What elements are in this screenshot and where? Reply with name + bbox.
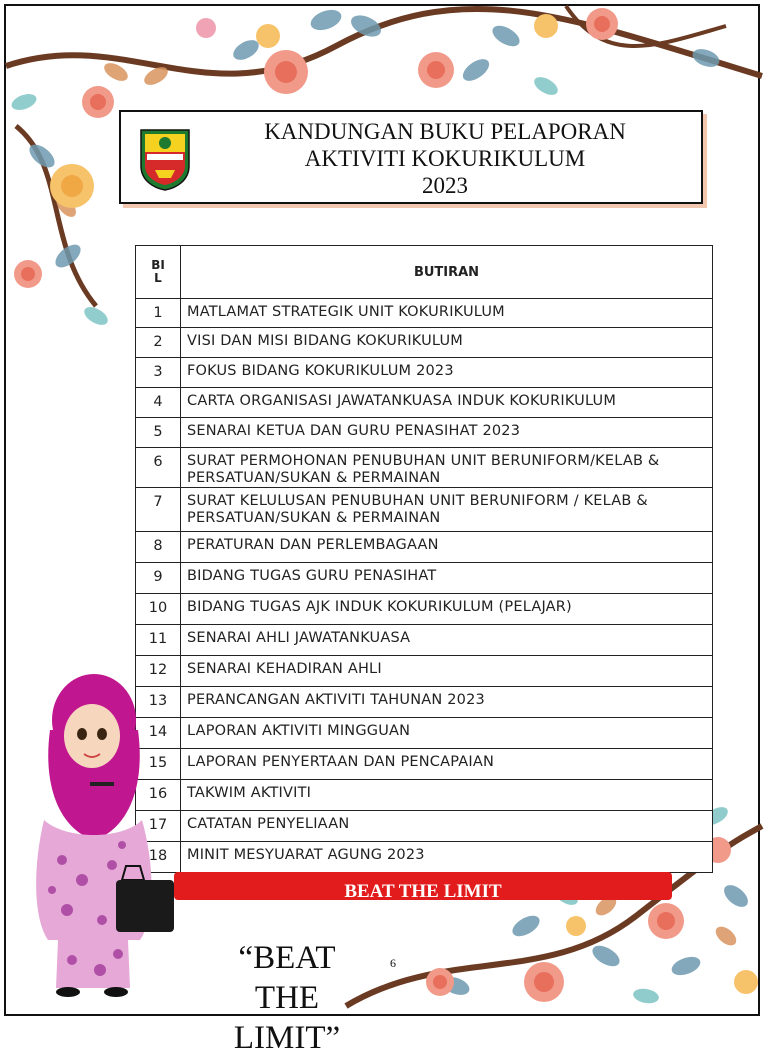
page-title [199, 118, 691, 199]
table-row [136, 656, 713, 687]
row-item: LAPORAN AKTIVITI MINGGUAN [181, 718, 713, 749]
contents-body [136, 299, 713, 873]
title-box [119, 110, 703, 204]
title-line-3: 2023 [422, 173, 468, 198]
table-row [136, 299, 713, 328]
table-row [136, 328, 713, 358]
page-number: 6 [390, 956, 396, 970]
row-number: 4 [136, 388, 181, 418]
table-row [136, 418, 713, 448]
row-number: 13 [136, 687, 181, 718]
row-number: 5 [136, 418, 181, 448]
row-item: FOKUS BIDANG KOKURIKULUM 2023 [181, 358, 713, 388]
row-item: PERATURAN DAN PERLEMBAGAAN [181, 532, 713, 563]
table-row [136, 687, 713, 718]
column-header-butiran: BUTIRAN [181, 246, 713, 299]
row-item: MATLAMAT STRATEGIK UNIT KOKURIKULUM [181, 299, 713, 328]
table-row [136, 388, 713, 418]
title-line-1: KANDUNGAN BUKU PELAPORAN [264, 119, 626, 144]
row-number: 11 [136, 625, 181, 656]
row-number: 17 [136, 811, 181, 842]
table-row [136, 842, 713, 873]
row-number: 18 [136, 842, 181, 873]
table-row [136, 532, 713, 563]
row-number: 14 [136, 718, 181, 749]
row-item: SENARAI KEHADIRAN AHLI [181, 656, 713, 687]
table-row [136, 488, 713, 532]
row-number: 10 [136, 594, 181, 625]
row-item: TAKWIM AKTIVITI [181, 780, 713, 811]
quote-line-2: THE [254, 980, 320, 1016]
row-item: SURAT PERMOHONAN PENUBUHAN UNIT BERUNIFORM/KELAB & PERSATUAN/SUKAN & PERMAINAN [181, 448, 713, 488]
quote-line-1: “BEAT [238, 940, 336, 976]
row-item: VISI DAN MISI BIDANG KOKURIKULUM [181, 328, 713, 358]
table-row [136, 594, 713, 625]
row-number: 16 [136, 780, 181, 811]
title-line-2: AKTIVITI KOKURIKULUM [304, 146, 586, 171]
table-row [136, 448, 713, 488]
table-row [136, 749, 713, 780]
row-item: BIDANG TUGAS AJK INDUK KOKURIKULUM (PELAJAR) [181, 594, 713, 625]
row-number: 9 [136, 563, 181, 594]
document-page [4, 4, 760, 1056]
row-number: 15 [136, 749, 181, 780]
row-number: 2 [136, 328, 181, 358]
row-item: SENARAI AHLI JAWATANKUASA [181, 625, 713, 656]
row-number: 6 [136, 448, 181, 488]
table-row [136, 358, 713, 388]
table-row [136, 780, 713, 811]
beat-the-limit-banner: BEAT THE LIMIT [174, 872, 672, 900]
table-row [136, 625, 713, 656]
row-item: LAPORAN PENYERTAAN DAN PENCAPAIAN [181, 749, 713, 780]
row-item: CATATAN PENYELIAAN [181, 811, 713, 842]
school-crest-logo [137, 126, 193, 192]
row-item: CARTA ORGANISASI JAWATANKUASA INDUK KOKURIKULUM [181, 388, 713, 418]
row-item: SURAT KELULUSAN PENUBUHAN UNIT BERUNIFORM / KELAB & PERSATUAN/SUKAN & PERMAINAN [181, 488, 713, 532]
quote-line-3: LIMIT” [233, 1020, 341, 1056]
table-row [136, 563, 713, 594]
teacher-illustration [22, 670, 182, 1000]
row-number: 7 [136, 488, 181, 532]
table-row [136, 811, 713, 842]
row-item: PERANCANGAN AKTIVITI TAHUNAN 2023 [181, 687, 713, 718]
column-header-bil: BIL [136, 246, 181, 299]
row-number: 3 [136, 358, 181, 388]
row-item: BIDANG TUGAS GURU PENASIHAT [181, 563, 713, 594]
beat-the-limit-quote [232, 938, 342, 1058]
row-number: 8 [136, 532, 181, 563]
table-row [136, 718, 713, 749]
row-item: MINIT MESYUARAT AGUNG 2023 [181, 842, 713, 873]
contents-table [135, 245, 713, 873]
row-item: SENARAI KETUA DAN GURU PENASIHAT 2023 [181, 418, 713, 448]
row-number: 1 [136, 299, 181, 328]
row-number: 12 [136, 656, 181, 687]
